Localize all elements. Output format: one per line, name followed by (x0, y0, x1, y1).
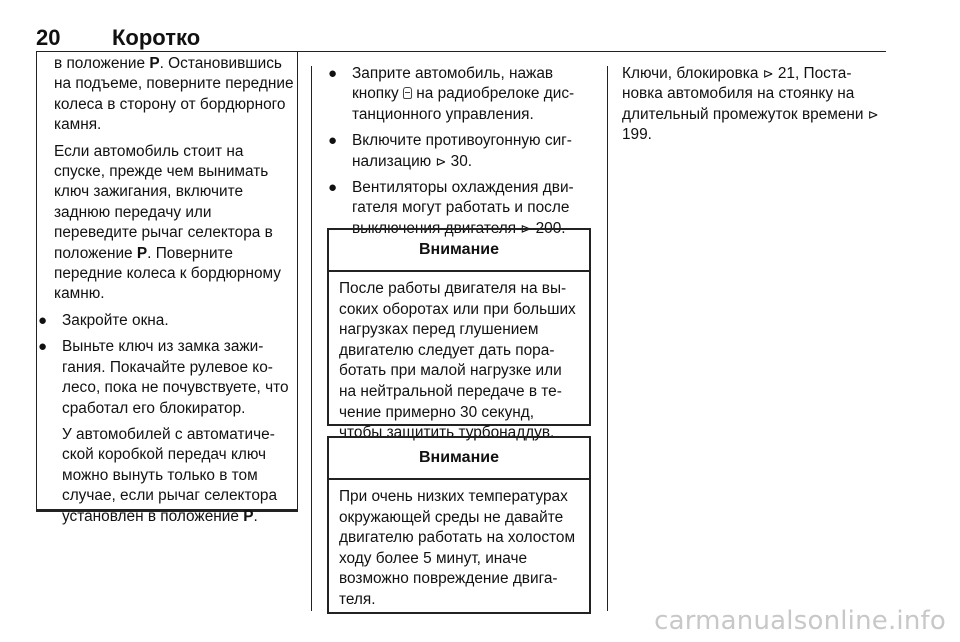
bullet-icon: ● (328, 132, 338, 150)
warning-box (327, 436, 591, 614)
paragraph: У автомобилей с автоматической коробкой передач ключ можно вынуть только в том случае, если рычаг селектора установлен в положение P. (62, 425, 278, 525)
list-item: ● Включите противоугонную сигнализацию ⊳ 30. (328, 132, 572, 170)
warning-box (327, 228, 591, 442)
watermark: carmanualsonline.info (654, 606, 946, 636)
lock-key-icon (403, 87, 412, 99)
bullet-icon: ● (328, 65, 338, 82)
column-1 (40, 54, 298, 533)
bullet-icon: ● (38, 311, 48, 329)
page-reference[interactable]: 199. (622, 126, 652, 144)
reference-arrow-icon: ⊳ (867, 106, 879, 122)
bullet-icon: ● (328, 179, 338, 197)
list-item: ● Вентиляторы охлаждения двигателя могут работать и после выключения двигателя ⊳ 200. (328, 179, 574, 237)
section-title: Коротко (112, 25, 201, 50)
paragraph: в положение P. Остановившись на подъеме, поверните передние колеса в сторону от бордюрного камня. (54, 55, 294, 134)
bullet-icon: ● (38, 338, 48, 356)
column-divider (607, 66, 608, 611)
reference-arrow-icon: ⊳ (435, 153, 447, 169)
column-divider (311, 66, 312, 611)
paragraph: Если автомобиль стоит на спуске, прежде чем вынимать ключ зажигания, включите заднюю передачу или переведите рычаг селектора в положение P. Поверните передние колеса к бордюрному камню. (54, 142, 281, 303)
column-3 (622, 64, 880, 152)
page-reference[interactable]: 30. (450, 152, 473, 170)
page-reference[interactable]: 200. (535, 219, 566, 237)
page-number: 20 (36, 25, 61, 50)
column-2 (326, 64, 592, 245)
page-header (36, 26, 886, 52)
paragraph: Ключи, блокировка ⊳ 21, Постановка автомобиля на стоянку на длительный промежуток времени ⊳ 199. (622, 65, 879, 144)
list-item: ● Закройте окна. (36, 311, 298, 331)
list-item: ● Выньте ключ из замка зажигания. Покачайте рулевое колесо, пока не почувствуете, что сработал его блокиратор. (38, 338, 289, 417)
reference-arrow-icon: ⊳ (520, 220, 532, 236)
page-reference[interactable]: 21 (777, 65, 795, 82)
list-item: ● Заприте автомобиль, нажав кнопку на радиобрелоке дистанционного управления. (328, 65, 575, 123)
warning-title: Внимание (329, 230, 589, 272)
warning-text: При очень низких температурах окружающей среды не давайте двигателю работать на холостом ходу более 5 минут, иначе возможно повреждение двигателя. (339, 488, 576, 608)
warning-title: Внимание (329, 438, 589, 480)
reference-arrow-icon: ⊳ (762, 66, 774, 81)
warning-text: После работы двигателя на высоких оборотах или при больших нагрузках перед глушением двигателю следует дать поработать при малой нагрузке или на нейтральной передаче в течение примерно 30 секунд, чтобы защитить турбонаддув. (339, 280, 576, 442)
